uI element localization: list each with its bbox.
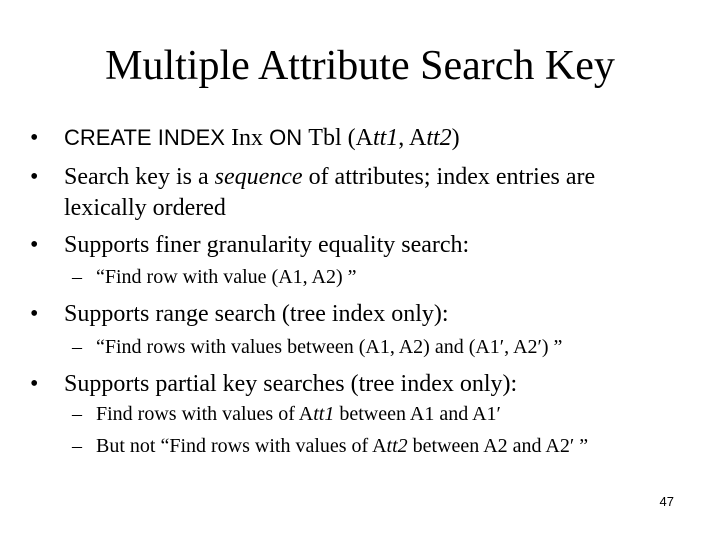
index-name: Inx [231, 125, 264, 151]
subbullet-text [96, 433, 588, 459]
table-name: Tbl [308, 125, 342, 151]
attribute-name: tt1 [313, 403, 335, 425]
attribute-name: tt2 [386, 435, 408, 457]
text-segment: Find rows with values of A [96, 403, 314, 425]
dash-marker: – [72, 435, 82, 457]
bullet-text [64, 122, 694, 154]
bullet-marker: • [30, 371, 39, 397]
attribute-name: tt1 [372, 125, 399, 151]
emphasis: sequence [214, 164, 303, 190]
text-segment: , A [398, 125, 427, 151]
slide-title: Multiple Attribute Search Key [105, 43, 615, 89]
bullet-text: Supports range search (tree index only): [64, 301, 449, 327]
bullet-marker: • [30, 232, 39, 258]
bullet-text [64, 161, 694, 193]
attribute-name: tt2 [426, 125, 452, 151]
text-segment: of attributes; index entries are [302, 164, 596, 190]
subbullet-text: “Find rows with values between (A1, A2) and (A1′, A2′) ” [96, 336, 563, 358]
text-segment: ) [451, 125, 460, 151]
code-keyword: ON [263, 125, 309, 150]
dash-marker: – [72, 336, 82, 358]
bullet-marker: • [30, 301, 39, 327]
code-keyword: CREATE INDEX [64, 125, 232, 150]
dash-marker: – [72, 266, 82, 288]
bullet-text: Supports partial key searches (tree index only): [64, 371, 518, 397]
subbullet-text [96, 401, 501, 427]
subbullet-text: “Find row with value (A1, A2) ” [96, 266, 357, 288]
text-segment: (A [341, 125, 373, 151]
text-segment: between A1 and A1′ [334, 403, 501, 425]
bullet-marker: • [30, 164, 39, 190]
dash-marker: – [72, 403, 82, 425]
text-segment: between A2 and A2′ ” [407, 435, 589, 457]
text-segment: But not “Find rows with values of A [96, 435, 387, 457]
bullet-text: lexically ordered [64, 195, 226, 221]
bullet-text: Supports finer granularity equality search: [64, 232, 470, 258]
text-segment: Search key is a [64, 164, 215, 190]
page-number: 47 [659, 494, 674, 509]
bullet-marker: • [30, 125, 39, 151]
